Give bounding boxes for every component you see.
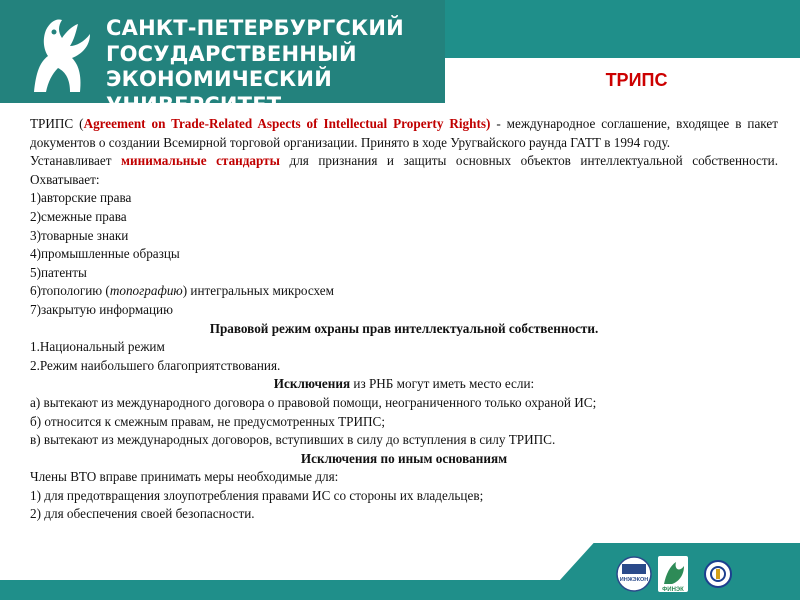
exception-item: б) относится к смежным правам, не предусмотренных ТРИПС; xyxy=(30,413,385,429)
other-exceptions-heading: Исключения по иным основаниям xyxy=(300,450,508,466)
university-name-line-2: ГОСУДАРСТВЕННЫЙ xyxy=(106,41,357,66)
regime-item: 2.Режим наибольшего благоприятствования. xyxy=(30,357,281,373)
inzhekon-logo-text: ИНЖЭКОН xyxy=(619,577,649,583)
inzhekon-logo-icon xyxy=(617,557,651,591)
list-item: 3)товарные знаки xyxy=(30,227,129,243)
slide-body xyxy=(30,115,778,524)
list-item: 5)патенты xyxy=(30,264,87,280)
footer-logos xyxy=(600,548,800,598)
item6-italic: топографию xyxy=(109,283,183,299)
list-item: 2)смежные права xyxy=(30,208,127,224)
partner-logos xyxy=(600,548,800,598)
list-item xyxy=(30,282,778,301)
emblem-logo-icon xyxy=(705,561,731,587)
slide-title: ТРИПС xyxy=(605,70,668,90)
agreement-english-name: Agreement on Trade-Related Aspects of Intellectual Property Rights) xyxy=(83,116,491,131)
measure-item: 1) для предотвращения злоупотребления правами ИС со стороны их владельцев; xyxy=(30,487,484,503)
griffin-logo-icon xyxy=(26,12,98,94)
regime-heading: Правовой режим охраны прав интеллектуальной собственности. xyxy=(209,320,599,336)
intro-text-b: - международное соглашение, входящее в пакет документов о создании Всемирной торговой организации. Принято в ходе Уругвайского раунда ГАТТ в 1994 году. xyxy=(30,116,778,150)
list-item: 7)закрытую информацию xyxy=(30,301,173,317)
members-text: Члены ВТО вправе принимать меры необходимые для: xyxy=(30,469,339,485)
list-item: 4)промышленные образцы xyxy=(30,246,180,262)
exceptions-rest: из РНБ могут иметь место если: xyxy=(350,376,535,392)
university-logo-area xyxy=(0,0,445,117)
university-name-line-1: САНКТ-ПЕТЕРБУРГСКИЙ xyxy=(106,16,404,40)
intro-paragraph xyxy=(30,115,778,152)
exception-item: а) вытекают из международного договора о правовой помощи, неограниченного только охраной ИС; xyxy=(30,394,597,410)
standards-paragraph xyxy=(30,152,778,189)
exceptions-heading xyxy=(30,375,778,394)
standards-text-b: для признания и защиты основных объектов интеллектуальной собственности. Охватывает: xyxy=(30,153,779,187)
minimum-standards-highlight: минимальные стандарты xyxy=(121,153,280,169)
finek-logo-text: ФИНЭК xyxy=(662,587,684,593)
item6-text-a: 6)топологию ( xyxy=(30,283,110,299)
exceptions-bold: Исключения xyxy=(273,376,351,392)
regime-item: 1.Национальный режим xyxy=(30,339,165,355)
university-name-line-3: ЭКОНОМИЧЕСКИЙ УНИВЕРСИТЕТ xyxy=(106,67,332,117)
intro-text-a: ТРИПС ( xyxy=(30,116,84,131)
university-name xyxy=(106,16,445,118)
list-item: 1)авторские права xyxy=(30,190,132,206)
item6-text-b: ) интегральных микросхем xyxy=(182,283,334,299)
exception-item: в) вытекают из международных договоров, вступивших в силу до вступления в силу ТРИПС. xyxy=(30,432,556,448)
standards-text-a: Устанавливает xyxy=(30,153,122,169)
finek-logo-icon xyxy=(658,556,688,593)
measure-item: 2) для обеспечения своей безопасности. xyxy=(30,506,255,522)
